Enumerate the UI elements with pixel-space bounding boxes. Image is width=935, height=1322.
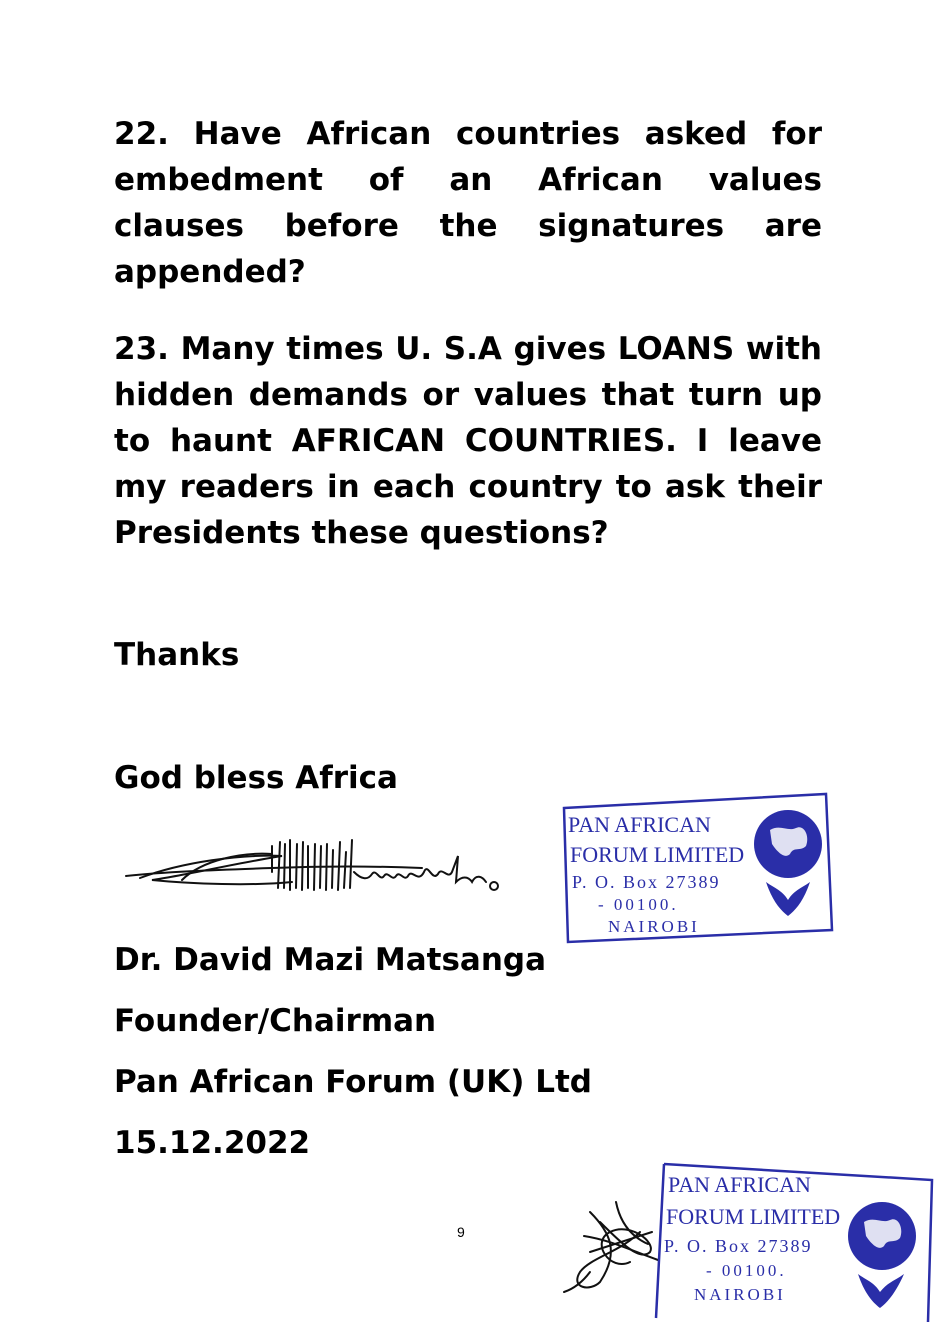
organization-stamp	[558, 790, 838, 950]
signatory-organization: Pan African Forum (UK) Ltd	[114, 1064, 592, 1100]
stamp-line-1: PAN AFRICAN	[568, 812, 711, 837]
stamp2-line-4: - 00100.	[706, 1261, 787, 1280]
stamp2-line-2: FORUM LIMITED	[666, 1204, 841, 1229]
stamp-line-4: - 00100.	[598, 895, 679, 914]
globe-torch-emblem-icon-2	[848, 1202, 916, 1308]
organization-stamp-2	[650, 1158, 935, 1322]
thanks-text: Thanks	[114, 637, 240, 673]
globe-torch-emblem-icon	[754, 810, 822, 916]
blessing-text: God bless Africa	[114, 760, 398, 796]
stamp-line-3: P. O. Box 27389	[572, 872, 721, 892]
stamp-line-2: FORUM LIMITED	[570, 842, 745, 867]
signature-image	[122, 832, 522, 912]
stamp-line-5: NAIROBI	[608, 917, 700, 936]
signatory-name: Dr. David Mazi Matsanga	[114, 942, 547, 978]
page-number: 9	[457, 1224, 465, 1240]
stamp2-line-1: PAN AFRICAN	[668, 1172, 811, 1197]
signatory-role: Founder/Chairman	[114, 1003, 437, 1039]
paragraph-question-23: 23. Many times U. S.A gives LOANS with hidden demands or values that turn up to haunt AFRICAN COUNTRIES. I leave my readers in each country to ask their Presidents these questions?	[114, 331, 822, 551]
document-date: 15.12.2022	[114, 1125, 311, 1161]
stamp2-line-5: NAIROBI	[694, 1285, 786, 1304]
paragraph-question-22: 22. Have African countries asked for embedment of an African values clauses before the signatures are appended?	[114, 116, 822, 290]
stamp2-line-3: P. O. Box 27389	[664, 1236, 813, 1256]
